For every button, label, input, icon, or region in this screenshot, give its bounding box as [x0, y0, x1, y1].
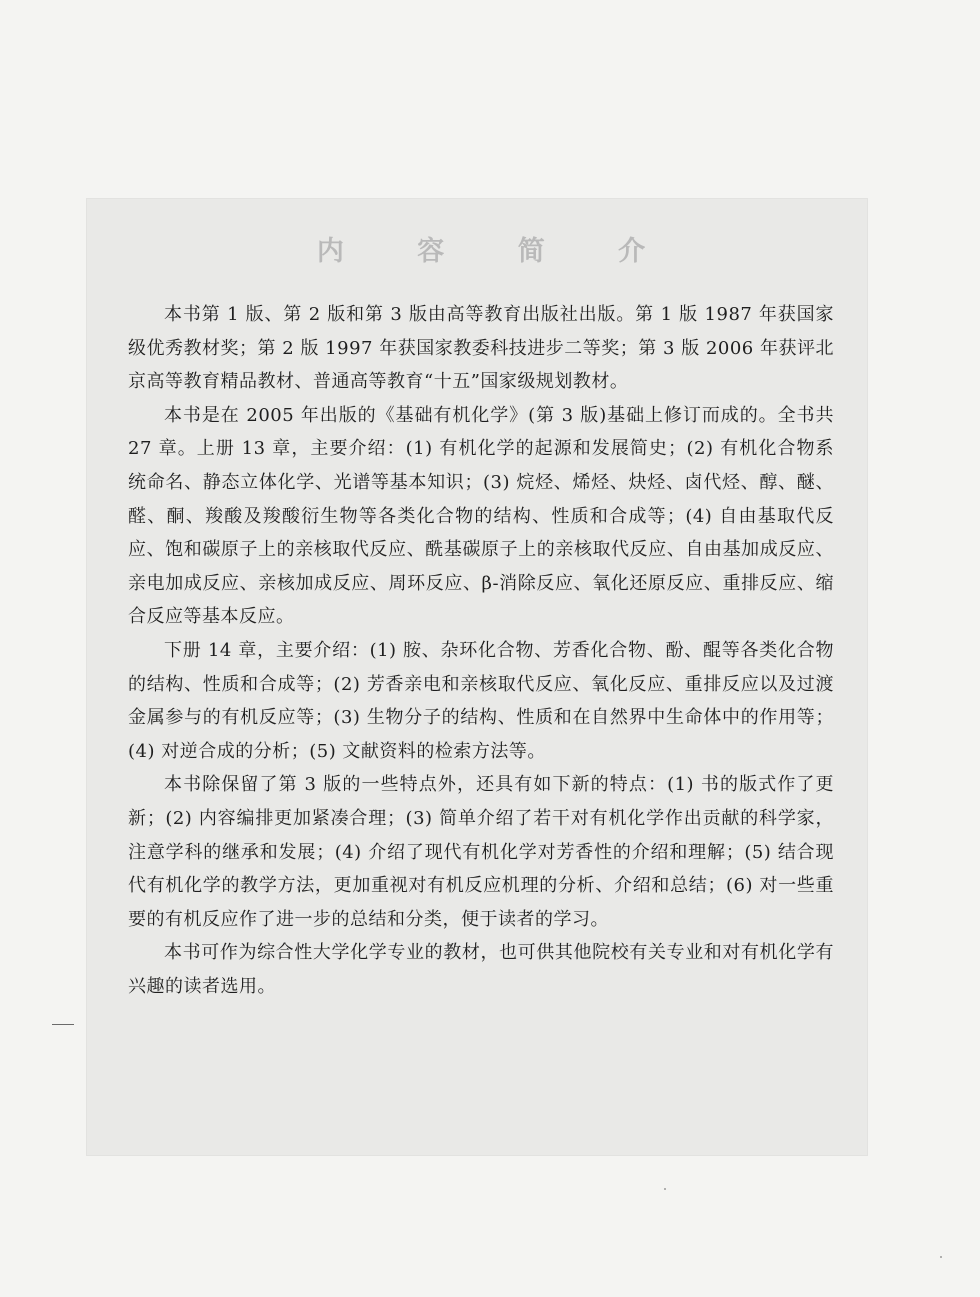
page-title: 内 容 简 介	[316, 236, 678, 267]
paragraph-volume-two: 下册 14 章，主要介绍：(1) 胺、杂环化合物、芳香化合物、酚、醌等各类化合物的结构、性质和合成等；(2) 芳香亲电和亲核取代反应、氧化反应、重排反应以及过渡金属参与的有机反应等；(3) 生物分子的结构、性质和在自然界中生命体中的作用等；(4) 对逆合成的分析；(5) 文献资料的检索方法等。	[128, 639, 834, 762]
content-area	[128, 232, 834, 1003]
paragraph-audience: 本书可作为综合性大学化学专业的教材，也可供其他院校有关专业和对有机化学有兴趣的读者选用。	[128, 942, 834, 997]
margin-pencil-mark	[52, 1024, 74, 1025]
scan-speck	[940, 1256, 942, 1258]
paragraph-new-features: 本书除保留了第 3 版的一些特点外，还具有如下新的特点：(1) 书的版式作了更新；(2) 内容编排更加紧凑合理；(3) 简单介绍了若干对有机化学作出贡献的科学家，注意学科的继承和发展；(4) 介绍了现代有机化学对芳香性的介绍和理解；(5) 结合现代有机化学的教学方法，更加重视对有机反应机理的分析、介绍和总结；(6) 对一些重要的有机反应作了进一步的总结和分类，便于读者的学习。	[128, 774, 834, 930]
scan-speck	[664, 1188, 666, 1190]
paragraph-volume-one: 本书是在 2005 年出版的《基础有机化学》(第 3 版)基础上修订而成的。全书共 27 章。上册 13 章，主要介绍：(1) 有机化学的起源和发展简史；(2) 有机化合物系统命名、静态立体化学、光谱等基本知识；(3) 烷烃、烯烃、炔烃、卤代烃、醇、醚、醛、酮、羧酸及羧酸衍生物等各类化合物的结构、性质和合成等；(4) 自由基取代反应、饱和碳原子上的亲核取代反应、酰基碳原子上的亲核取代反应、自由基加成反应、亲电加成反应、亲核加成反应、周环反应、β-消除反应、氧化还原反应、重排反应、缩合反应等基本反应。	[128, 404, 834, 628]
paragraph-editions: 本书第 1 版、第 2 版和第 3 版由高等教育出版社出版。第 1 版 1987 年获国家级优秀教材奖；第 2 版 1997 年获国家教委科技进步二等奖；第 3 版 2006 年获评北京高等教育精品教材、普通高等教育“十五”国家级规划教材。	[128, 304, 834, 393]
